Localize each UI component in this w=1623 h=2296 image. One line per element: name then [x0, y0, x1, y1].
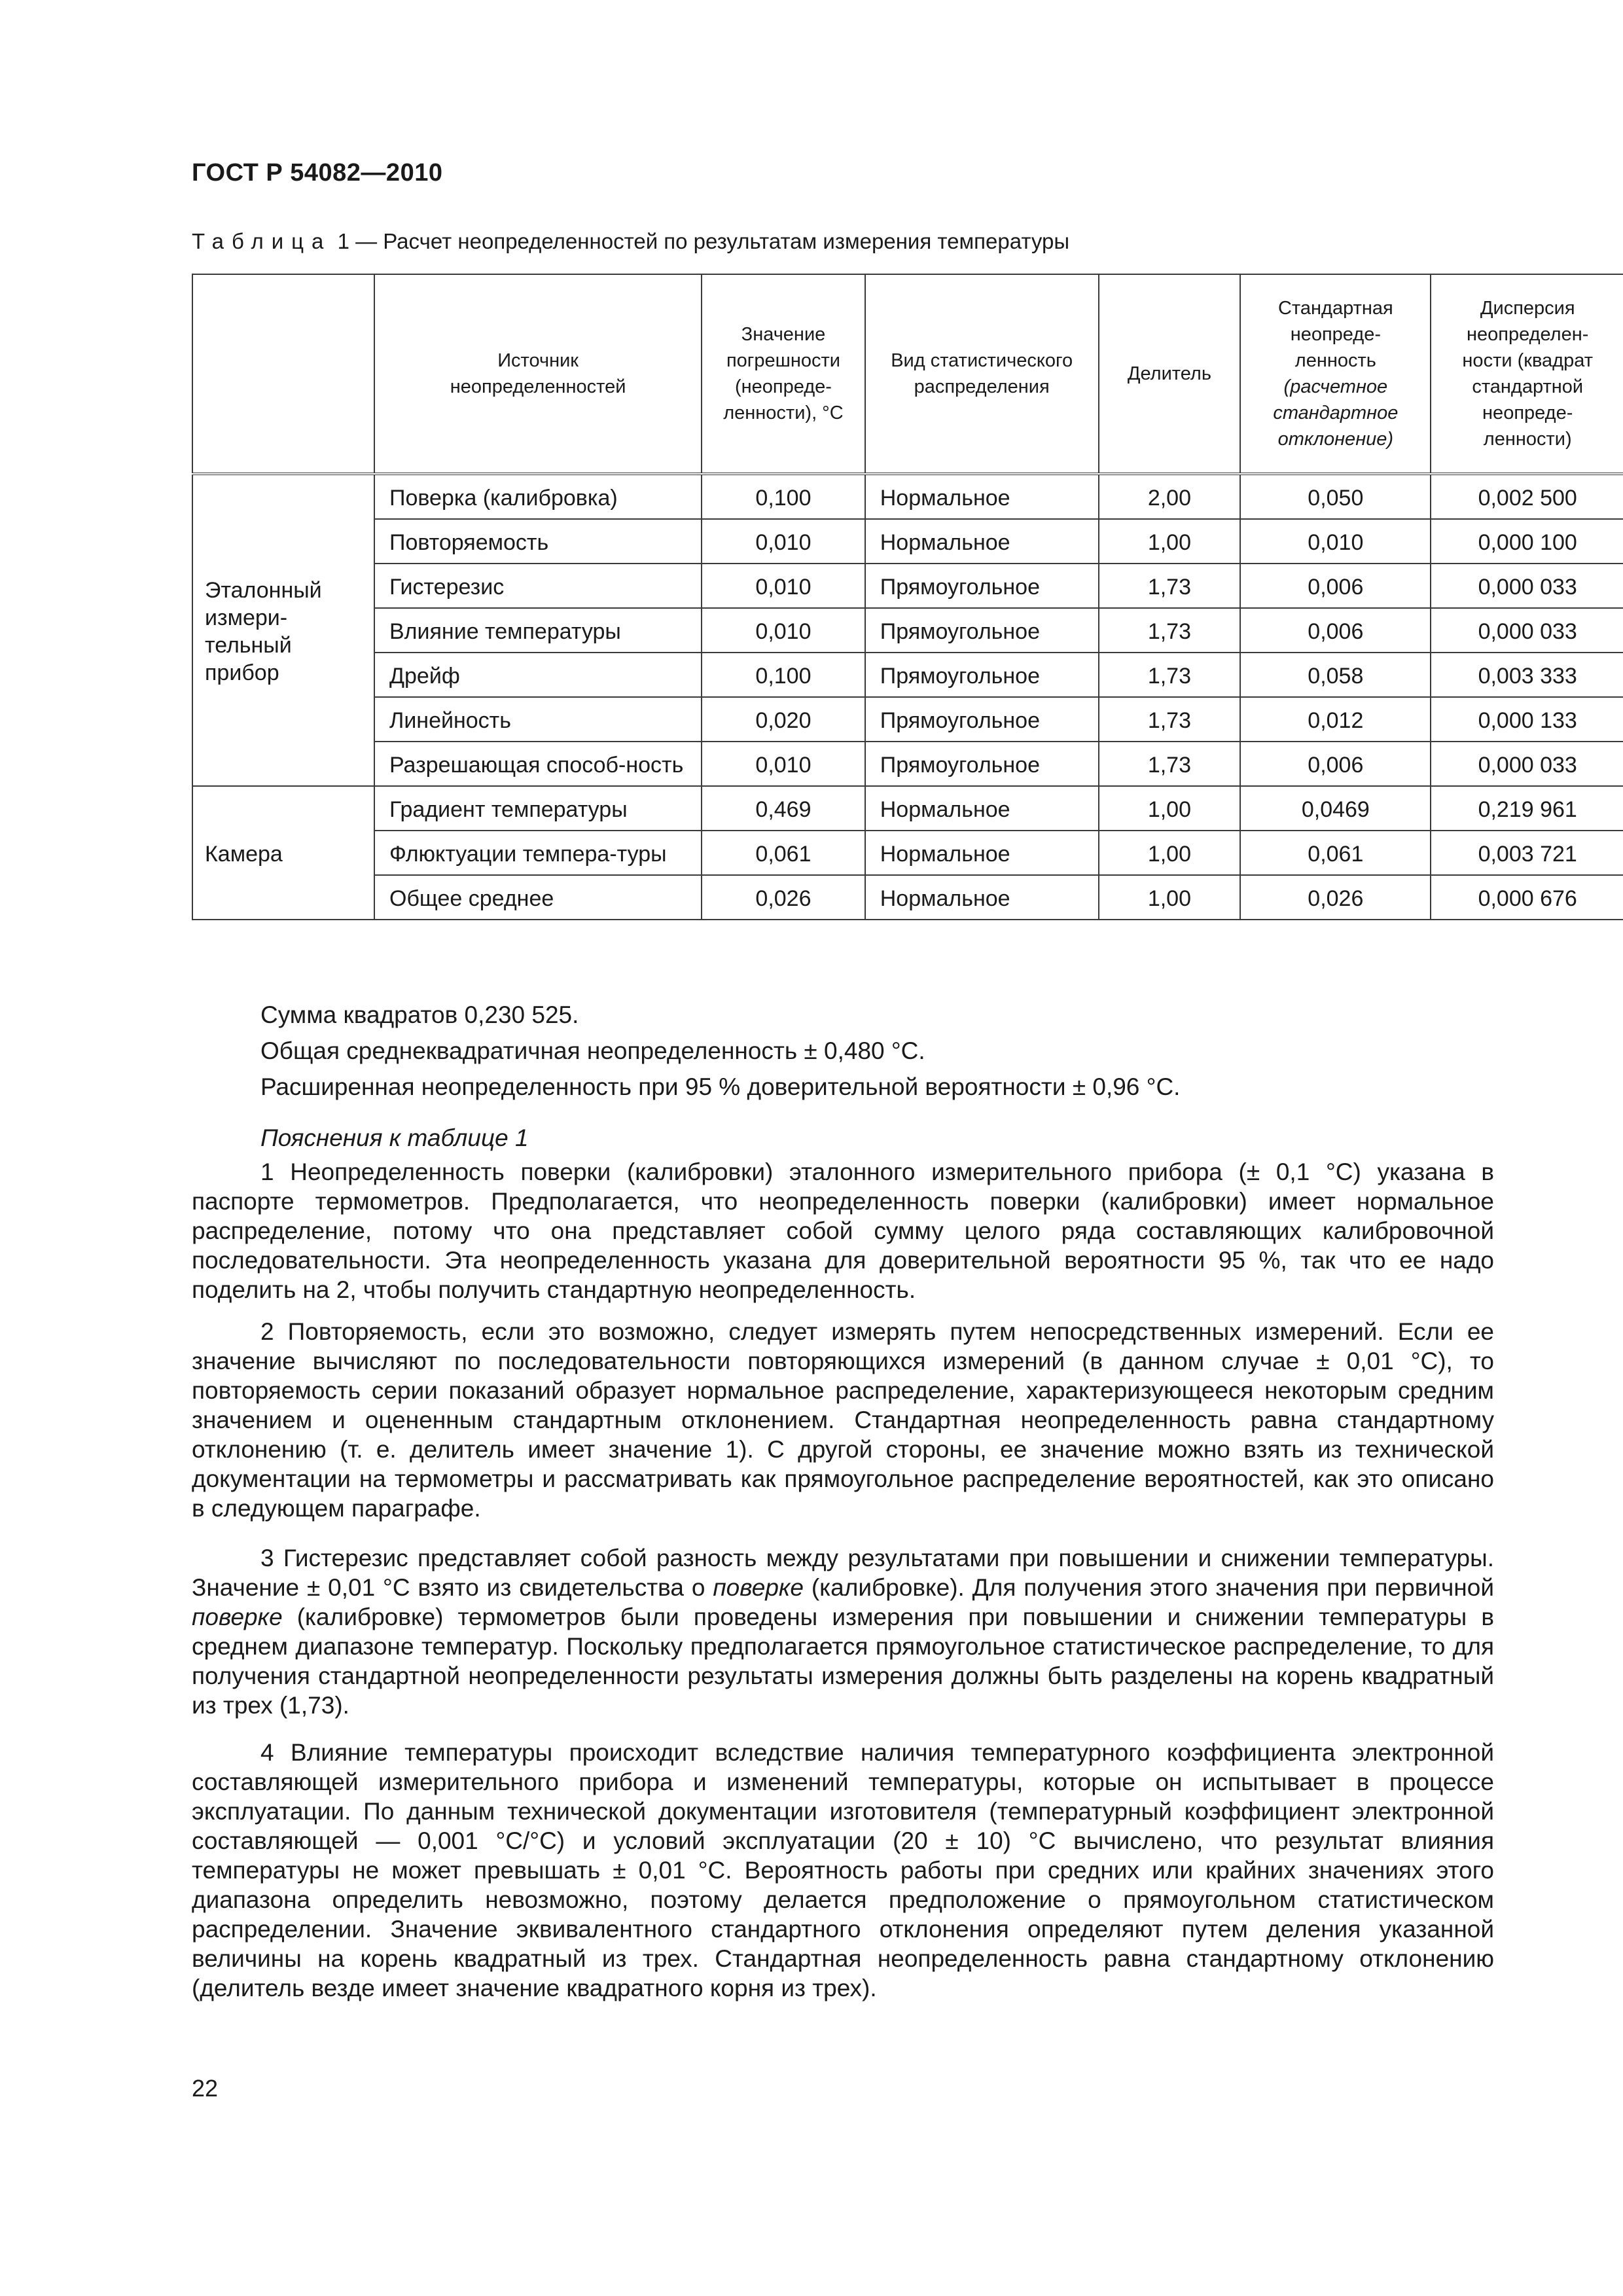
- table-caption-text: — Расчет неопределенностей по результатам измерения температуры: [355, 229, 1070, 253]
- cell-distribution: Нормальное: [865, 875, 1099, 920]
- header-group: [192, 274, 374, 474]
- page-number: 22: [192, 2075, 219, 2102]
- table-row: [192, 786, 1623, 831]
- header-distribution: Вид статистического распределения: [865, 274, 1099, 474]
- cell-source: Повторяемость: [374, 519, 702, 564]
- cell-std: 0,012: [1240, 697, 1431, 742]
- table-header-row: [192, 274, 1623, 474]
- cell-divisor: 1,73: [1099, 742, 1241, 786]
- note-p3-italic: поверке: [713, 1574, 804, 1601]
- cell-distribution: Нормальное: [865, 831, 1099, 875]
- cell-source: Дрейф: [374, 653, 702, 697]
- header-variance: Дисперсия неопределен-ности (квадрат стандартной неопреде-ленности): [1431, 274, 1623, 474]
- note-p3-part: 3 Гистерезис представляет собой разность между результатами при повышении и снижении температуры. Значение ± 0,01 °С взято из свидетельства о: [192, 1545, 1494, 1601]
- header-std-uncertainty-main: Стандартная неопреде-ленность: [1277, 298, 1393, 371]
- cell-distribution: Нормальное: [865, 474, 1099, 519]
- cell-source: Общее среднее: [374, 875, 702, 920]
- cell-value: 0,026: [702, 875, 865, 920]
- cell-std: 0,061: [1240, 831, 1431, 875]
- notes-title: Пояснения к таблице 1: [260, 1124, 529, 1151]
- summary-rms-uncertainty: Общая среднеквадратичная неопределенность ± 0,480 °С.: [260, 1037, 925, 1064]
- cell-std: 0,006: [1240, 564, 1431, 608]
- cell-variance: 0,000 033: [1431, 564, 1623, 608]
- cell-std: 0,006: [1240, 608, 1431, 653]
- cell-variance: 0,003 333: [1431, 653, 1623, 697]
- cell-source: Градиент температуры: [374, 786, 702, 831]
- cell-source: Линейность: [374, 697, 702, 742]
- cell-std: 0,026: [1240, 875, 1431, 920]
- table-row: [192, 564, 1623, 608]
- group-etalon-instrument: Эталонный измери-тельный прибор: [192, 474, 374, 786]
- cell-source: Поверка (калибровка): [374, 474, 702, 519]
- table-row: [192, 875, 1623, 920]
- note-p3-italic: поверке: [192, 1604, 283, 1630]
- table-row: [192, 474, 1623, 519]
- cell-value: 0,469: [702, 786, 865, 831]
- table-caption-label: Таблица: [192, 229, 332, 253]
- table-row: [192, 831, 1623, 875]
- header-std-uncertainty: [1240, 274, 1431, 474]
- cell-source: Гистерезис: [374, 564, 702, 608]
- cell-distribution: Прямоугольное: [865, 653, 1099, 697]
- cell-distribution: Нормальное: [865, 786, 1099, 831]
- note-p3-part: (калибровке). Для получения этого значения при первичной: [803, 1574, 1494, 1601]
- note-paragraph-2: 2 Повторяемость, если это возможно, следует измерять путем непосредственных измерений. Если ее значение вычисляют по последовательности повторяющихся измерений (в данном случае ± 0,01 °С), то повторяемость серии показаний образует нормальное распределение, характеризующееся некоторым средним значением и оцененным стандартным отклонением. Стандартная неопределенность равна стандартному отклонению (т. е. делитель имеет значение 1). С другой стороны, ее значение можно взять из технической документации на термометры и рассматривать как прямоугольное распределение вероятностей, как это описано в следующем параграфе.: [192, 1318, 1494, 1522]
- table-caption: [192, 229, 1069, 254]
- cell-value: 0,010: [702, 519, 865, 564]
- cell-divisor: 1,00: [1099, 786, 1241, 831]
- table-row: [192, 608, 1623, 653]
- header-error-value: Значение погрешности (неопреде-ленности), °С: [702, 274, 865, 474]
- cell-value: 0,100: [702, 653, 865, 697]
- cell-std: 0,006: [1240, 742, 1431, 786]
- cell-std: 0,050: [1240, 474, 1431, 519]
- note-paragraph-3: [192, 1543, 1494, 1720]
- cell-std: 0,0469: [1240, 786, 1431, 831]
- uncertainty-table: [192, 274, 1623, 920]
- note-paragraph-4: 4 Влияние температуры происходит вследствие наличия температурного коэффициента электронной составляющей измерительного прибора и изменений температуры, которые он испытывает в процессе эксплуатации. По данным технической документации изготовителя (температурный коэффициент электронной составляющей — 0,001 °С/°С) и условий эксплуатации (20 ± 10) °С вычислено, что результат влияния температуры не может превышать ± 0,01 °С. Вероятность работы при средних или крайних значениях этого диапазона определить невозможно, поэтому делается предположение о прямоугольном статистическом распределении. Значение эквивалентного стандартного отклонения определяют путем деления указанной величины на корень квадратный из трех. Стандартная неопределенность равна стандартному отклонению (делитель везде имеет значение квадратного корня из трех).: [192, 1739, 1494, 2001]
- header-std-uncertainty-note: (расчетное стандартное отклонение): [1273, 376, 1399, 450]
- note-p3-part: (калибровке) термометров были проведены измерения при повышении и снижении температуры в среднем диапазоне температур. Поскольку предполагается прямоугольное статистическое распределение, то для получения стандартной неопределенности результаты измерения должны быть разделены на корень квадратный из трех (1,73).: [192, 1604, 1494, 1719]
- cell-divisor: 2,00: [1099, 474, 1241, 519]
- group-chamber: Камера: [192, 786, 374, 920]
- cell-divisor: 1,00: [1099, 875, 1241, 920]
- cell-variance: 0,002 500: [1431, 474, 1623, 519]
- cell-value: 0,020: [702, 697, 865, 742]
- table-row: [192, 742, 1623, 786]
- table-row: [192, 653, 1623, 697]
- cell-value: 0,010: [702, 608, 865, 653]
- cell-source: Разрешающая способ-ность: [374, 742, 702, 786]
- cell-distribution: Прямоугольное: [865, 564, 1099, 608]
- table-row: [192, 519, 1623, 564]
- cell-source: Влияние температуры: [374, 608, 702, 653]
- cell-distribution: Нормальное: [865, 519, 1099, 564]
- cell-std: 0,010: [1240, 519, 1431, 564]
- cell-source: Флюктуации темпера-туры: [374, 831, 702, 875]
- cell-std: 0,058: [1240, 653, 1431, 697]
- cell-variance: 0,003 721: [1431, 831, 1623, 875]
- cell-divisor: 1,00: [1099, 519, 1241, 564]
- cell-divisor: 1,00: [1099, 831, 1241, 875]
- cell-variance: 0,000 033: [1431, 608, 1623, 653]
- cell-divisor: 1,73: [1099, 564, 1241, 608]
- document-header: ГОСТ Р 54082—2010: [192, 159, 443, 187]
- cell-divisor: 1,73: [1099, 608, 1241, 653]
- cell-value: 0,010: [702, 742, 865, 786]
- cell-variance: 0,219 961: [1431, 786, 1623, 831]
- cell-variance: 0,000 100: [1431, 519, 1623, 564]
- cell-distribution: Прямоугольное: [865, 697, 1099, 742]
- cell-value: 0,061: [702, 831, 865, 875]
- table-caption-number: 1: [337, 229, 349, 253]
- table-row: [192, 697, 1623, 742]
- cell-divisor: 1,73: [1099, 653, 1241, 697]
- cell-distribution: Прямоугольное: [865, 608, 1099, 653]
- note-paragraph-1: 1 Неопределенность поверки (калибровки) эталонного измерительного прибора (± 0,1 °С) указана в паспорте термометров. Предполагается, что неопределенность поверки (калибровки) имеет нормальное распределение, потому что она представляет собой сумму целого ряда составляющих калибровочной последовательности. Эта неопределенность указана для доверительной вероятности 95 %, так что ее надо поделить на 2, чтобы получить стандартную неопределенность.: [192, 1158, 1494, 1303]
- header-source: Источник неопределенностей: [374, 274, 702, 474]
- cell-value: 0,010: [702, 564, 865, 608]
- cell-variance: 0,000 676: [1431, 875, 1623, 920]
- cell-variance: 0,000 133: [1431, 697, 1623, 742]
- summary-sum-of-squares: Сумма квадратов 0,230 525.: [260, 1001, 579, 1028]
- header-divisor: Делитель: [1099, 274, 1241, 474]
- summary-expanded-uncertainty: Расширенная неопределенность при 95 % доверительной вероятности ± 0,96 °С.: [260, 1073, 1181, 1100]
- cell-variance: 0,000 033: [1431, 742, 1623, 786]
- cell-value: 0,100: [702, 474, 865, 519]
- cell-distribution: Прямоугольное: [865, 742, 1099, 786]
- cell-divisor: 1,73: [1099, 697, 1241, 742]
